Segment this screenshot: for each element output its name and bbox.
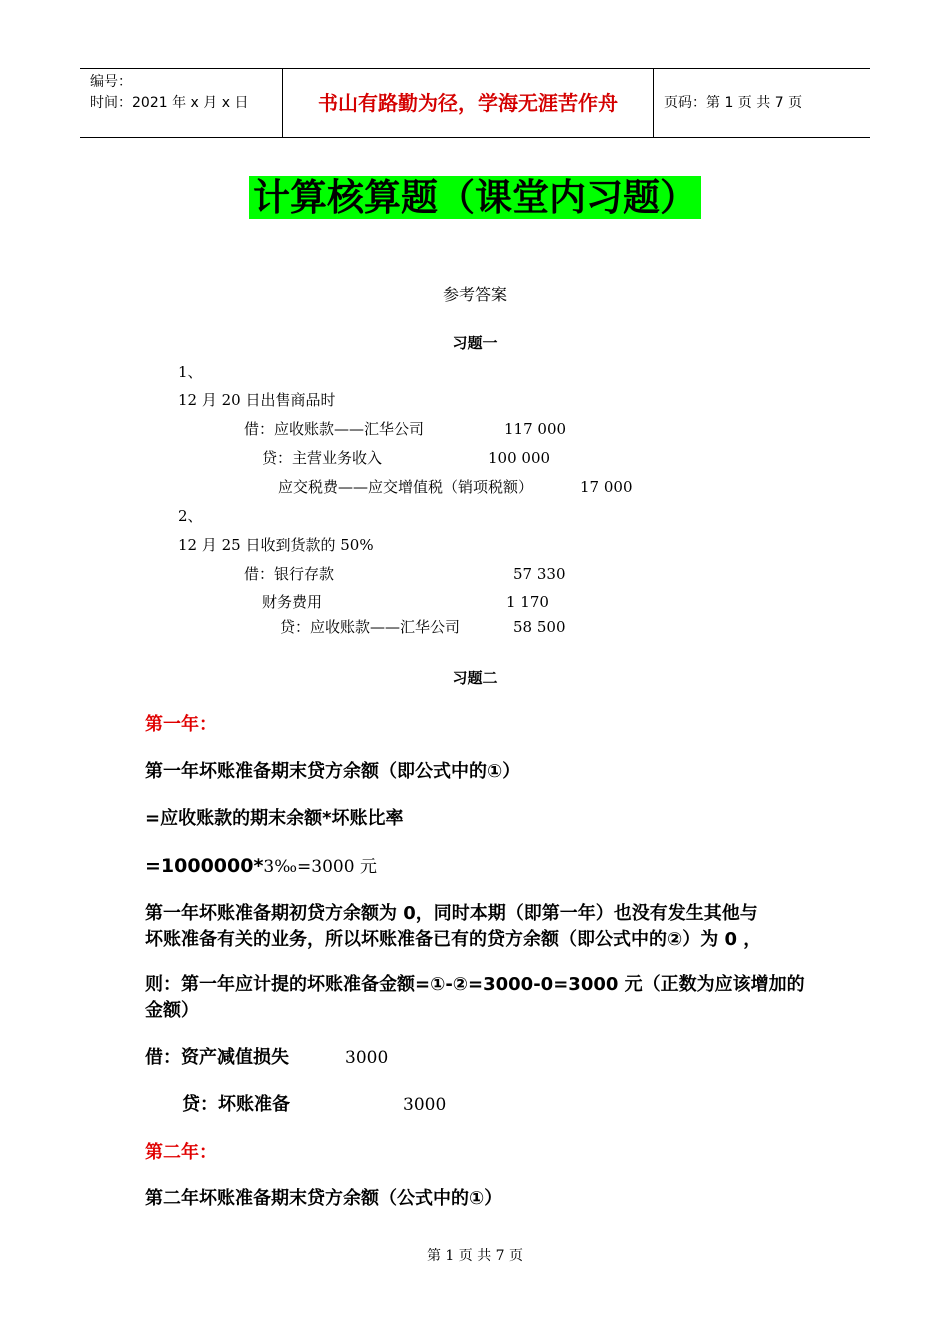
header-meta xyxy=(80,69,282,137)
ex1-item2-credit-account: 贷：应收账款——汇华公司 xyxy=(280,618,461,636)
ex1-item1-tax-account: 应交税费——应交增值税（销项税额） xyxy=(278,478,534,496)
ex1-item1-number: 1、 xyxy=(178,363,203,381)
calc-part-a: =1000000* xyxy=(145,855,264,877)
year-1-paragraph-3-line-2: 金额） xyxy=(145,1000,199,1021)
ex1-item2-number: 2、 xyxy=(178,507,203,525)
document-title: 计算核算题（课堂内习题） xyxy=(249,176,701,219)
year-1-paragraph-1: 第一年坏账准备期末贷方余额（即公式中的①） xyxy=(145,761,521,782)
ex1-item1-date: 12 月 20 日出售商品时 xyxy=(178,391,336,409)
year-1-paragraph-2-line-1: 第一年坏账准备期初贷方余额为 0，同时本期（即第一年）也没有发生其他与 xyxy=(145,903,758,924)
year-1-credit-account: 贷：坏账准备 xyxy=(182,1094,290,1115)
ex1-item2-credit-amount: 58 500 xyxy=(513,618,566,636)
page-footer: 第 1 页 共 7 页 xyxy=(426,1248,524,1264)
ex1-item1-credit-amount: 100 000 xyxy=(488,449,551,467)
year-2-heading: 第二年： xyxy=(145,1142,217,1163)
calc-part-b: 3‰=3000 元 xyxy=(263,857,377,877)
year-1-credit-amount: 3000 xyxy=(403,1095,447,1115)
year-1-calculation xyxy=(145,854,377,879)
year-1-debit-account: 借：资产减值损失 xyxy=(145,1047,289,1068)
ex1-item1-tax-amount: 17 000 xyxy=(580,478,633,496)
ex1-item1-debit-amount: 117 000 xyxy=(504,420,567,438)
ex1-item1-debit-account: 借：应收账款——汇华公司 xyxy=(244,420,425,438)
header-number-label: 编号： xyxy=(90,74,132,90)
exercise-2-heading: 习题二 xyxy=(452,669,498,687)
ex1-item2-date: 12 月 25 日收到货款的 50% xyxy=(178,536,374,554)
header-motto: 书山有路勤为径，学海无涯苦作舟 xyxy=(282,69,654,137)
ex1-item1-credit-account: 贷：主营业务收入 xyxy=(262,449,383,467)
ex1-item2-expense-amount: 1 170 xyxy=(506,593,549,611)
header-page-info: 页码：第 1 页 共 7 页 xyxy=(664,95,803,111)
year-2-paragraph-1: 第二年坏账准备期末贷方余额（公式中的①） xyxy=(145,1188,503,1209)
page-header xyxy=(80,68,870,138)
year-1-heading: 第一年： xyxy=(145,714,217,735)
ex1-item2-debit-account: 借：银行存款 xyxy=(244,565,335,583)
year-1-formula: =应收账款的期末余额*坏账比率 xyxy=(145,808,404,829)
header-time-label: 时间：2021 年 x 月 x 日 xyxy=(90,95,249,111)
exercise-1-heading: 习题一 xyxy=(452,334,498,352)
year-1-paragraph-2-line-2: 坏账准备有关的业务，所以坏账准备已有的贷方余额（即公式中的②）为 0 ， xyxy=(145,929,762,950)
title-wrap xyxy=(0,176,950,219)
subtitle: 参考答案 xyxy=(442,285,507,304)
year-1-paragraph-3-line-1: 则：第一年应计提的坏账准备金额=①-②=3000-0=3000 元（正数为应该增加的 xyxy=(145,974,805,995)
year-1-debit-amount: 3000 xyxy=(345,1048,389,1068)
ex1-item2-expense-account: 财务费用 xyxy=(262,593,323,611)
ex1-item2-debit-amount: 57 330 xyxy=(513,565,566,583)
